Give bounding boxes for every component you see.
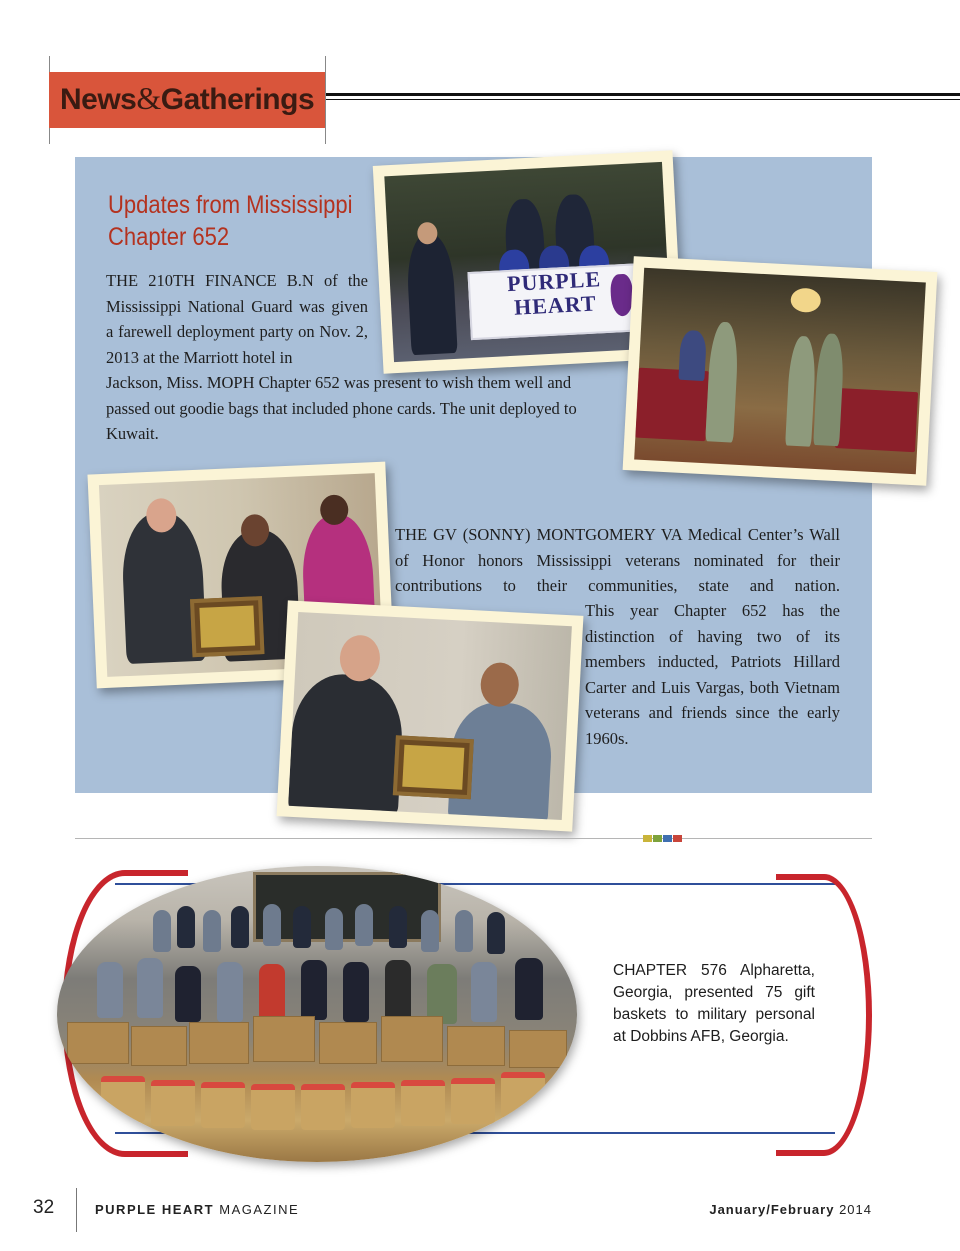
header-right-rule: [325, 56, 326, 144]
section-title-amp: &: [136, 80, 161, 116]
photo-plaque-presentation-2: [277, 600, 584, 831]
divider-square: [653, 835, 662, 842]
footer-rule: [76, 1188, 77, 1232]
section-title-word2: Gatherings: [160, 83, 315, 116]
divider-square: [663, 835, 672, 842]
section-title-word1: News: [60, 83, 137, 116]
article-paragraph-1b: Jackson, Miss. MOPH Chapter 652 was present to wish them well and passed out goodie bags that included phone cards. The unit deployed to Kuwait.: [106, 373, 577, 443]
article-heading: [108, 189, 353, 253]
issue-year: 2014: [839, 1202, 872, 1217]
banner-line1: PURPLE: [506, 266, 602, 297]
article-paragraph-2a: THE GV (SONNY) MONTGOMERY VA Medical Center’s Wall of Honor honors Mississippi veterans nominated for their contributions to their communities, state and nation.: [395, 525, 840, 595]
divider-square: [673, 835, 682, 842]
article-heading-line2: Chapter 652: [108, 223, 230, 251]
issue-date: [709, 1202, 872, 1217]
photo-gift-baskets-group: [57, 866, 577, 1162]
magazine-name: [95, 1202, 299, 1217]
magazine-name-bold: PURPLE HEART: [95, 1202, 215, 1217]
page-number: 32: [33, 1197, 55, 1218]
header-thin-rule: [326, 99, 960, 100]
article-heading-line1: Updates from Mississippi: [108, 191, 353, 219]
photo-purple-heart-table-image: [384, 162, 671, 362]
header-thick-rule: [326, 93, 960, 96]
photo-soldiers-party-image: [634, 268, 926, 474]
section-title: [60, 80, 314, 117]
article-paragraph-2b: This year Chapter 652 has the distinction of having two of its members inducted, Patriots Hillard Carter and Luis Vargas, both Vietnam veterans and friends since the early 1960s.: [585, 601, 840, 748]
photo-soldiers-party: [623, 256, 938, 486]
chalkboard: [253, 872, 441, 942]
magazine-name-rest: MAGAZINE: [219, 1202, 300, 1217]
issue-months: January/February: [709, 1202, 835, 1217]
divider-square: [643, 835, 652, 842]
photo-caption: CHAPTER 576 Alpharetta, Georgia, presented 75 gift baskets to military personal at Dobbins AFB, Georgia.: [613, 962, 815, 1045]
section-divider: [75, 838, 872, 839]
banner-line2: HEART: [513, 290, 598, 320]
photo-plaque-presentation-2-image: [288, 612, 572, 820]
purple-heart-banner: [467, 263, 642, 340]
article-paragraph-1a: THE 210TH FINANCE B.N of the Mississippi National Guard was given a farewell deployment party on Nov. 2, 2013 at the Marriott hotel in: [106, 271, 368, 367]
